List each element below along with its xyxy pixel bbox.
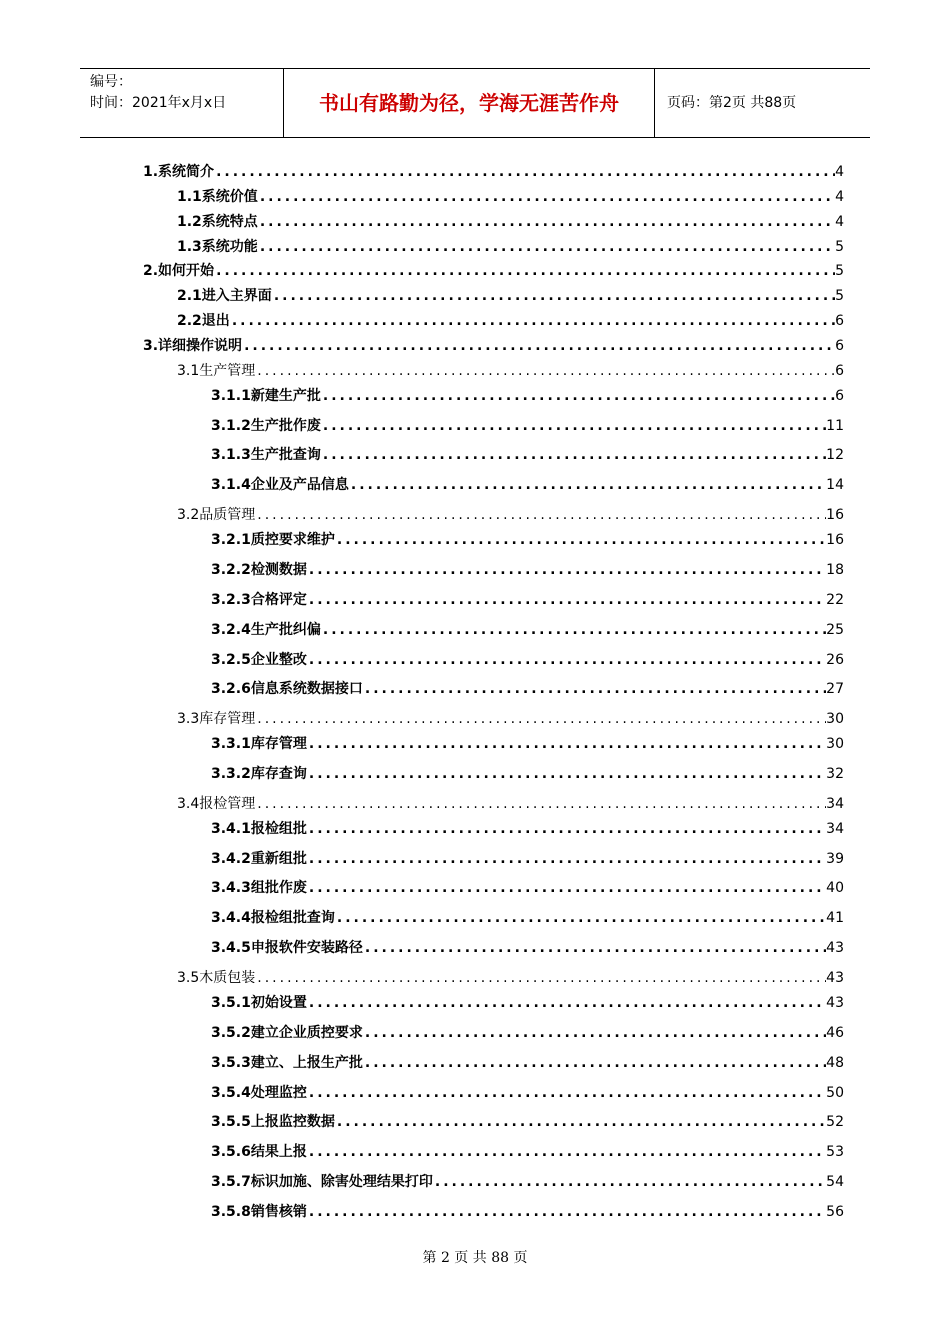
- toc-entry-label: 3.2.6信息系统数据接口: [211, 681, 363, 697]
- toc-entry[interactable]: [211, 908, 844, 928]
- toc-entry[interactable]: [211, 679, 844, 699]
- toc-dot-leader: [272, 286, 835, 306]
- toc-entry[interactable]: [143, 261, 844, 281]
- date-label: 时间：2021年x月x日: [90, 95, 227, 111]
- page-header: [80, 68, 870, 138]
- toc-entry[interactable]: [177, 505, 844, 525]
- toc-entry[interactable]: [177, 187, 844, 207]
- toc-entry[interactable]: [211, 590, 844, 610]
- toc-entry-label: 3.2.2检测数据: [211, 562, 307, 578]
- toc-entry-label: 3.1.2生产批作废: [211, 418, 321, 434]
- toc-entry-page-number: 27: [826, 681, 844, 697]
- toc-entry-label: 3.4.5申报软件安装路径: [211, 940, 363, 956]
- toc-entry-page-number: 43: [826, 995, 844, 1011]
- toc-entry-label: 2.如何开始: [143, 263, 215, 279]
- toc-entry-label: 1.1系统价值: [177, 189, 258, 205]
- toc-entry-label: 3.3.2库存查询: [211, 766, 307, 782]
- toc-dot-leader: [307, 650, 826, 670]
- toc-dot-leader: [258, 212, 835, 232]
- toc-entry-page-number: 16: [826, 532, 844, 548]
- toc-dot-leader: [433, 1172, 826, 1192]
- page-footer: 第 2 页 共 88 页: [422, 1250, 528, 1266]
- toc-entry-page-number: 18: [826, 562, 844, 578]
- toc-entry[interactable]: [177, 968, 844, 988]
- toc-entry-label: 1.2系统特点: [177, 214, 258, 230]
- toc-dot-leader: [307, 993, 826, 1013]
- toc-entry[interactable]: [211, 1053, 844, 1073]
- toc-dot-leader: [230, 311, 835, 331]
- toc-dot-leader: [307, 849, 826, 869]
- toc-entry-label: 3.5.2建立企业质控要求: [211, 1025, 363, 1041]
- toc-entry-page-number: 14: [826, 477, 844, 493]
- toc-entry-label: 3.4.3组批作废: [211, 880, 307, 896]
- toc-entry-label: 3.5.6结果上报: [211, 1144, 307, 1160]
- toc-entry-label: 3.2.4生产批纠偏: [211, 622, 321, 638]
- toc-entry-page-number: 43: [826, 940, 844, 956]
- toc-entry-page-number: 52: [826, 1114, 844, 1130]
- toc-dot-leader: [335, 1112, 826, 1132]
- toc-entry-page-number: 22: [826, 592, 844, 608]
- toc-entry-label: 3.2.1质控要求维护: [211, 532, 335, 548]
- toc-entry-label: 3.4.4报检组批查询: [211, 910, 335, 926]
- toc-entry-page-number: 34: [826, 821, 844, 837]
- toc-dot-leader: [242, 336, 835, 356]
- toc-dot-leader: [214, 261, 835, 281]
- toc-entry[interactable]: [211, 416, 844, 436]
- toc-entry[interactable]: [211, 1112, 844, 1132]
- toc-dot-leader: [255, 968, 826, 988]
- toc-entry[interactable]: [143, 336, 844, 356]
- toc-dot-leader: [255, 794, 826, 814]
- toc-dot-leader: [258, 237, 835, 257]
- toc-entry[interactable]: [211, 1083, 844, 1103]
- toc-dot-leader: [321, 620, 826, 640]
- toc-entry-label: 3.5.5上报监控数据: [211, 1114, 335, 1130]
- toc-dot-leader: [307, 560, 826, 580]
- toc-entry-label: 3.1生产管理: [177, 363, 256, 379]
- toc-dot-leader: [214, 162, 835, 182]
- toc-entry-page-number: 6: [835, 363, 844, 379]
- toc-entry-label: 3.详细操作说明: [143, 338, 243, 354]
- toc-entry[interactable]: [211, 1172, 844, 1192]
- toc-dot-leader: [258, 187, 835, 207]
- toc-entry-page-number: 6: [835, 338, 844, 354]
- toc-entry-label: 3.5木质包装: [177, 970, 256, 986]
- toc-entry-label: 3.2.5企业整改: [211, 652, 307, 668]
- toc-entry-page-number: 6: [835, 388, 844, 404]
- toc-dot-leader: [335, 908, 826, 928]
- toc-entry-page-number: 26: [826, 652, 844, 668]
- toc-entry[interactable]: [211, 938, 844, 958]
- toc-dot-leader: [349, 475, 826, 495]
- toc-entry[interactable]: [211, 386, 844, 406]
- toc-dot-leader: [307, 878, 826, 898]
- toc-entry-label: 3.1.3生产批查询: [211, 447, 321, 463]
- toc-entry[interactable]: [211, 734, 844, 754]
- toc-entry[interactable]: [211, 560, 844, 580]
- toc-dot-leader: [307, 819, 826, 839]
- toc-entry-page-number: 12: [826, 447, 844, 463]
- toc-entry-label: 3.2品质管理: [177, 507, 256, 523]
- toc-entry-page-number: 6: [835, 313, 844, 329]
- toc-dot-leader: [307, 1202, 826, 1222]
- toc-entry[interactable]: [177, 361, 844, 381]
- toc-entry[interactable]: [177, 212, 844, 232]
- toc-entry-page-number: 5: [835, 263, 844, 279]
- toc-entry-label: 1.系统简介: [143, 164, 215, 180]
- toc-entry[interactable]: [177, 794, 844, 814]
- toc-entry-label: 3.3库存管理: [177, 711, 256, 727]
- toc-entry-label: 3.3.1库存管理: [211, 736, 307, 752]
- toc-dot-leader: [363, 938, 826, 958]
- toc-entry[interactable]: [211, 849, 844, 869]
- toc-entry-page-number: 4: [835, 214, 844, 230]
- toc-dot-leader: [363, 679, 826, 699]
- toc-entry[interactable]: [143, 162, 844, 182]
- toc-entry[interactable]: [211, 993, 844, 1013]
- toc-dot-leader: [307, 734, 826, 754]
- toc-entry[interactable]: [211, 475, 844, 495]
- toc-dot-leader: [321, 386, 835, 406]
- toc-entry-label: 3.5.3建立、上报生产批: [211, 1055, 363, 1071]
- toc-dot-leader: [363, 1023, 826, 1043]
- toc-entry-page-number: 25: [826, 622, 844, 638]
- toc-entry-label: 2.2退出: [177, 313, 230, 329]
- toc-entry-label: 1.3系统功能: [177, 239, 258, 255]
- toc-dot-leader: [363, 1053, 826, 1073]
- toc-entry[interactable]: [177, 311, 844, 331]
- toc-entry-label: 3.5.8销售核销: [211, 1204, 307, 1220]
- toc-dot-leader: [255, 709, 826, 729]
- toc-entry-label: 3.1.1新建生产批: [211, 388, 321, 404]
- header-meta: [80, 69, 283, 137]
- toc-entry-label: 3.4报检管理: [177, 796, 256, 812]
- toc-entry[interactable]: [211, 530, 844, 550]
- toc-dot-leader: [255, 505, 826, 525]
- toc-entry-page-number: 5: [835, 288, 844, 304]
- toc-entry-page-number: 39: [826, 851, 844, 867]
- toc-dot-leader: [307, 590, 826, 610]
- toc-entry-page-number: 40: [826, 880, 844, 896]
- toc-entry[interactable]: [211, 620, 844, 640]
- toc-entry[interactable]: [211, 878, 844, 898]
- toc-entry-label: 3.2.3合格评定: [211, 592, 307, 608]
- toc-entry-label: 3.5.7标识加施、除害处理结果打印: [211, 1174, 433, 1190]
- toc-entry[interactable]: [177, 286, 844, 306]
- toc-entry-page-number: 16: [826, 507, 844, 523]
- toc-entry[interactable]: [177, 237, 844, 257]
- toc-entry-page-number: 53: [826, 1144, 844, 1160]
- toc-entry-page-number: 4: [835, 164, 844, 180]
- toc-entry-page-number: 43: [826, 970, 844, 986]
- serial-number-label: 编号：: [90, 74, 132, 90]
- toc-entry[interactable]: [211, 1202, 844, 1222]
- toc-entry[interactable]: [211, 650, 844, 670]
- toc-entry-page-number: 32: [826, 766, 844, 782]
- toc-entry[interactable]: [211, 819, 844, 839]
- toc-entry-page-number: 54: [826, 1174, 844, 1190]
- toc-dot-leader: [307, 764, 826, 784]
- toc-entry[interactable]: [211, 1142, 844, 1162]
- toc-dot-leader: [335, 530, 826, 550]
- toc-entry-label: 3.5.1初始设置: [211, 995, 307, 1011]
- toc-entry-page-number: 34: [826, 796, 844, 812]
- toc-entry-label: 2.1进入主界面: [177, 288, 272, 304]
- toc-entry-label: 3.5.4处理监控: [211, 1085, 307, 1101]
- toc-dot-leader: [321, 445, 826, 465]
- toc-entry-label: 3.1.4企业及产品信息: [211, 477, 349, 493]
- toc-entry-page-number: 5: [835, 239, 844, 255]
- toc-entry-page-number: 41: [826, 910, 844, 926]
- toc-entry-page-number: 56: [826, 1204, 844, 1220]
- toc-entry-page-number: 11: [826, 418, 844, 434]
- toc-entry-page-number: 30: [826, 711, 844, 727]
- toc-entry[interactable]: [211, 1023, 844, 1043]
- toc-entry-label: 3.4.1报检组批: [211, 821, 307, 837]
- toc-entry-page-number: 48: [826, 1055, 844, 1071]
- toc-entry-page-number: 50: [826, 1085, 844, 1101]
- toc-entry[interactable]: [211, 764, 844, 784]
- toc-dot-leader: [255, 361, 835, 381]
- toc-entry[interactable]: [177, 709, 844, 729]
- toc-entry[interactable]: [211, 445, 844, 465]
- header-page-info: 页码：第2页 共88页: [667, 95, 797, 111]
- toc-entry-label: 3.4.2重新组批: [211, 851, 307, 867]
- toc-dot-leader: [307, 1083, 826, 1103]
- toc-entry-page-number: 46: [826, 1025, 844, 1041]
- toc-dot-leader: [307, 1142, 826, 1162]
- header-motto: 书山有路勤为径，学海无涯苦作舟: [283, 69, 655, 137]
- toc-entry-page-number: 4: [835, 189, 844, 205]
- toc-entry-page-number: 30: [826, 736, 844, 752]
- toc-dot-leader: [321, 416, 826, 436]
